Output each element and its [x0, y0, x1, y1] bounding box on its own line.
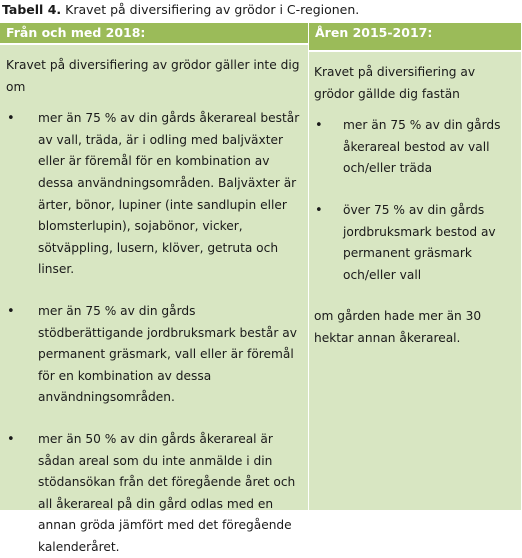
bullet-text: mer än 50 % av din gårds åkerareal är sådan areal som du inte anmälde i din stödansökan från det föregående året och all åkerareal på din gård odlas med en annan gröda jämfört med det föregående kalenderåret.	[38, 431, 296, 554]
list-item	[6, 429, 302, 558]
list-item	[314, 200, 517, 286]
column-header: Från och med 2018:	[0, 23, 308, 45]
bullet-icon: •	[315, 118, 323, 134]
column-header: Åren 2015-2017:	[309, 23, 521, 52]
requirements-table	[0, 22, 521, 554]
caption-label: Tabell 4.	[2, 2, 62, 17]
intro-text: Kravet på diversifiering av grödor gäller inte dig om	[6, 58, 300, 94]
list-item	[314, 115, 517, 180]
bullet-text: mer än 75 % av din gårds åkerareal består av vall, träda, är i odling med baljväxter eller är föremål för en kombination av dessa användningsområden. Baljväxter är ärter, bönor, lupiner (inte sandlupin eller blomsterlupin), sojabönor, vicker, sötväppling, lusern, klöver, getruta och linser.	[38, 111, 300, 277]
bullet-text: mer än 75 % av din gårds åkerareal bestod av vall och/eller träda	[343, 118, 501, 176]
bullet-list	[6, 108, 302, 558]
column-from-2018	[0, 23, 309, 554]
bullet-icon: •	[315, 202, 323, 218]
column-body	[309, 52, 521, 350]
list-item	[6, 301, 302, 409]
bullet-text: över 75 % av din gårds jordbruksmark bestod av permanent gräsmark och/eller vall	[343, 202, 496, 282]
bullet-icon: •	[7, 431, 15, 447]
table-caption	[2, 2, 359, 18]
caption-text: Kravet på diversifiering av grödor i C-regionen.	[61, 2, 360, 17]
column-2015-2017	[309, 23, 521, 510]
bullet-icon: •	[7, 111, 15, 127]
column-body	[0, 45, 308, 558]
outro-text: om gården hade mer än 30 hektar annan åkerareal.	[314, 309, 482, 345]
bullet-text: mer än 75 % av din gårds stödberättigande jordbruksmark består av permanent gräsmark, vall eller är föremål för en kombination av dessa användningsområden.	[38, 303, 297, 405]
bullet-icon: •	[7, 303, 15, 319]
list-item	[6, 108, 302, 281]
intro-text: Kravet på diversifiering av grödor gällde dig fastän	[314, 65, 476, 101]
bullet-list	[314, 115, 517, 286]
